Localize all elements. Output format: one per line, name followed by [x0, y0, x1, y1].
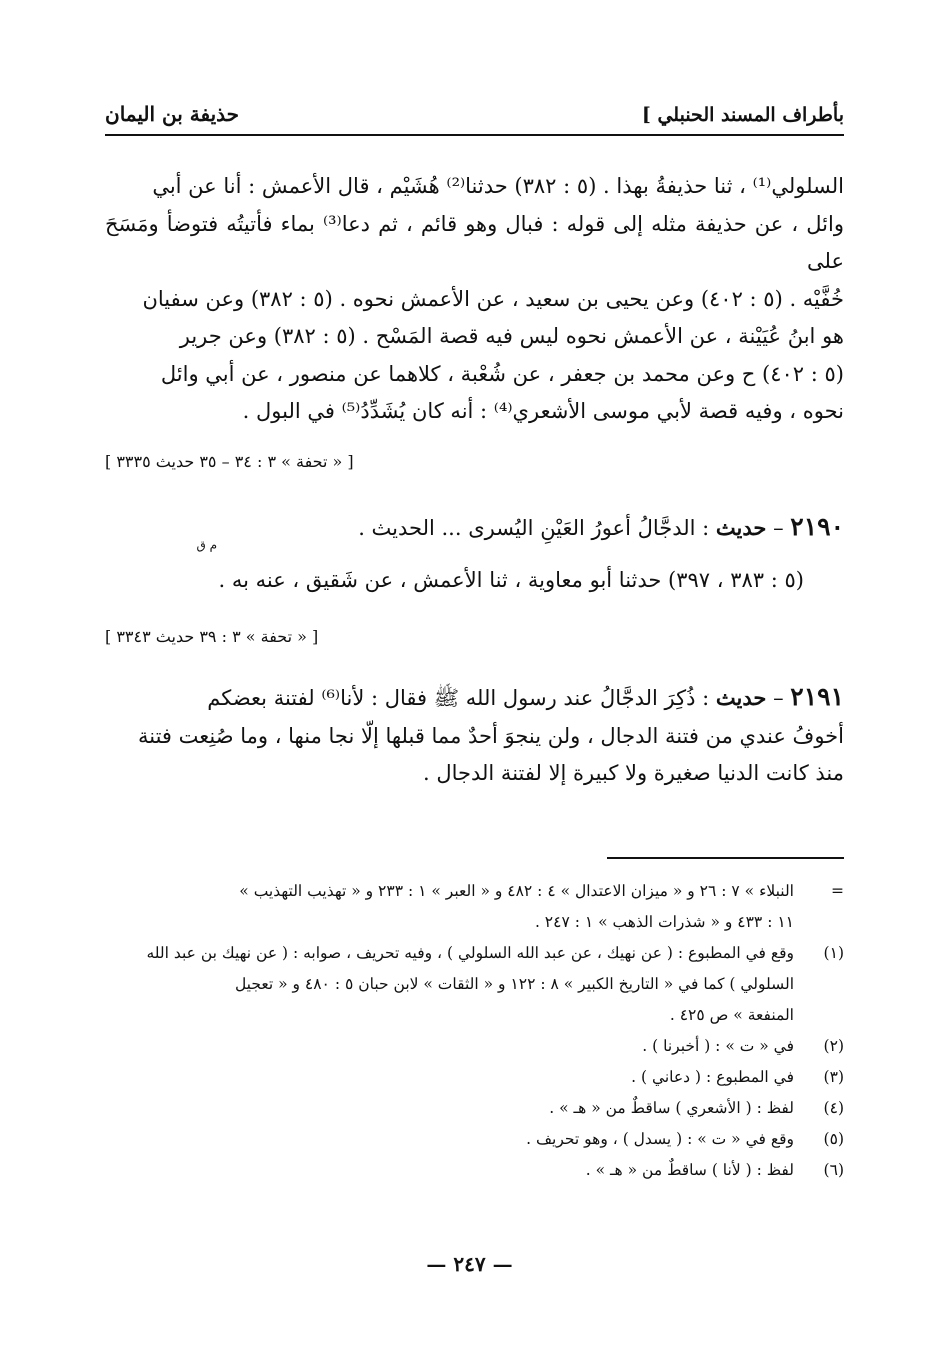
footnote-line: لفظ : ( لأنا ) ساقطٌ من « هـ » .	[585, 1161, 794, 1179]
footnote-mark: (٦)	[823, 1161, 844, 1179]
footnotes	[105, 876, 844, 1186]
text-line: (٥ : ٤٠٢) ح وعن محمد بن جعفر ، عن شُعْبة ، كلاهما عن منصور ، عن أبي وائل	[160, 361, 844, 386]
footnote-continuation	[105, 876, 844, 938]
text-line: خُفَّيْه . (٥ : ٤٠٢) وعن يحيى بن سعيد ، عن الأعمش نحوه . (٥ : ٣٨٢) وعن سفيان	[142, 286, 844, 311]
footnote-line: وقع في « ت » : ( يسدل ) ، وهو تحريف .	[526, 1130, 794, 1148]
footnote-mark: (٢)	[823, 1037, 844, 1055]
text-line: وائل ، عن حذيفة مثله إلى قوله : فبال وهو قائم ، ثم دعا⁽³⁾ بماء فأتيتُه فتوضأ ومَسَحَ على	[105, 211, 844, 273]
footnote-3	[105, 1062, 844, 1093]
footnote-line: في « ت » : ( أخبرنا ) .	[642, 1037, 794, 1055]
hadith-dash: –	[773, 516, 784, 540]
hadith-dash: –	[773, 686, 784, 710]
text-line: هو ابنُ عُيَيْنة ، عن الأعمش نحوه ليس فيه قصة المَسْح . (٥ : ٣٨٢) وعن جرير	[179, 324, 844, 348]
text-line: نحوه ، وفيه قصة لأبي موسى الأشعري⁽⁴⁾ : أنه كان يُشَدِّدُ⁽⁵⁾ في البول .	[242, 399, 844, 423]
footnote-line: المنفعة » ص ٤٢٥ .	[669, 1006, 794, 1024]
footnote-line: ١١ : ٤٣٣ و « شذرات الذهب » ١ : ٢٤٧ .	[534, 913, 794, 931]
footnote-line: في المطبوع : ( دعاني ) .	[631, 1068, 794, 1086]
footnote-mark: (١)	[823, 944, 844, 962]
text-line: أخوفُ عندي من فتنة الدجال ، ولن ينجوَ أحدٌ مما قبلها إلّا نجا منها ، وما صُنِعت فتنة	[138, 723, 844, 748]
footnote-4	[105, 1093, 844, 1124]
tuhfa-reference-2: [ « تحفة » ٣ : ٣٩ حديث ٣٣٤٣ ]	[105, 627, 319, 646]
footnote-line: لفظ : ( الأشعري ) ساقطٌ من « هـ » .	[549, 1099, 794, 1117]
header-section-title: حذيفة بن اليمان	[105, 102, 240, 126]
header-rule	[105, 134, 844, 136]
text-line: السلولي⁽¹⁾ ، ثنا حذيفةُ بهذا . (٥ : ٣٨٢) حدثنا⁽²⁾ هُشَيْم ، قال الأعمش : أنا عن أبي	[152, 174, 844, 198]
hadith-number: ٢١٩١	[790, 682, 844, 711]
running-header	[105, 92, 844, 136]
page-number: — ٢٤٧ —	[426, 1252, 513, 1276]
hadith-text: : ذُكِرَ الدجَّالُ عند رسول الله ﷺ فقال : لأنا⁽⁶⁾ لفتنة بعضكم	[207, 686, 710, 710]
header-book-title: بأطراف المسند الحنبلي ]	[641, 104, 844, 126]
footnote-mark: (٣)	[823, 1068, 844, 1086]
footnote-line: وقع في المطبوع : ( عن نهيك ، عن عبد الله السلولي ) ، وفيه تحريف ، صوابه : ( عن نهيك بن عبد الله	[146, 944, 794, 962]
text-line: منذ كانت الدنيا صغيرة ولا كبيرة إلا لفتنة الدجال .	[423, 761, 844, 785]
paragraph-1	[105, 168, 844, 431]
hadith-2190-isnad: (٥ : ٣٨٣ ، ٣٩٧) حدثنا أبو معاوية ، ثنا الأعمش ، عن شَقيق ، عنه به .	[218, 568, 804, 592]
footnote-separator	[607, 857, 844, 859]
footnote-line: السلولي ) كما في « التاريخ الكبير » ٨ : ١٢٢ و « الثقات » لابن حبان ٥ : ٤٨٠ و « تعجيل	[234, 975, 794, 993]
hadith-number: ٢١٩٠	[790, 512, 844, 541]
text-line	[105, 678, 844, 718]
footnote-6	[105, 1155, 844, 1186]
tuhfa-reference-1: [ « تحفة » ٣ : ٣٤ – ٣٥ حديث ٣٣٣٥ ]	[105, 452, 354, 471]
hadith-text: : الدجَّالُ أعورُ العَيْنِ اليُسرى ... الحديث .	[358, 516, 710, 540]
footnote-5	[105, 1124, 844, 1155]
footnote-line: النبلاء » ٧ : ٢٦ و « ميزان الاعتدال » ٤ : ٤٨٢ و « العبر » ١ : ٢٣٣ و « تهذيب التهذيب »	[239, 882, 794, 900]
hadith-sigla: م ق	[196, 538, 217, 552]
footnote-mark: (٤)	[823, 1099, 844, 1117]
hadith-2191	[105, 678, 844, 793]
footnote-mark: (٥)	[823, 1130, 844, 1148]
hadith-2190-heading	[105, 512, 844, 541]
hadith-keyword: حديث	[715, 515, 767, 540]
footnote-1	[105, 938, 844, 1031]
footnote-2	[105, 1031, 844, 1062]
footnote-mark: =	[831, 882, 844, 900]
hadith-keyword: حديث	[715, 685, 767, 710]
